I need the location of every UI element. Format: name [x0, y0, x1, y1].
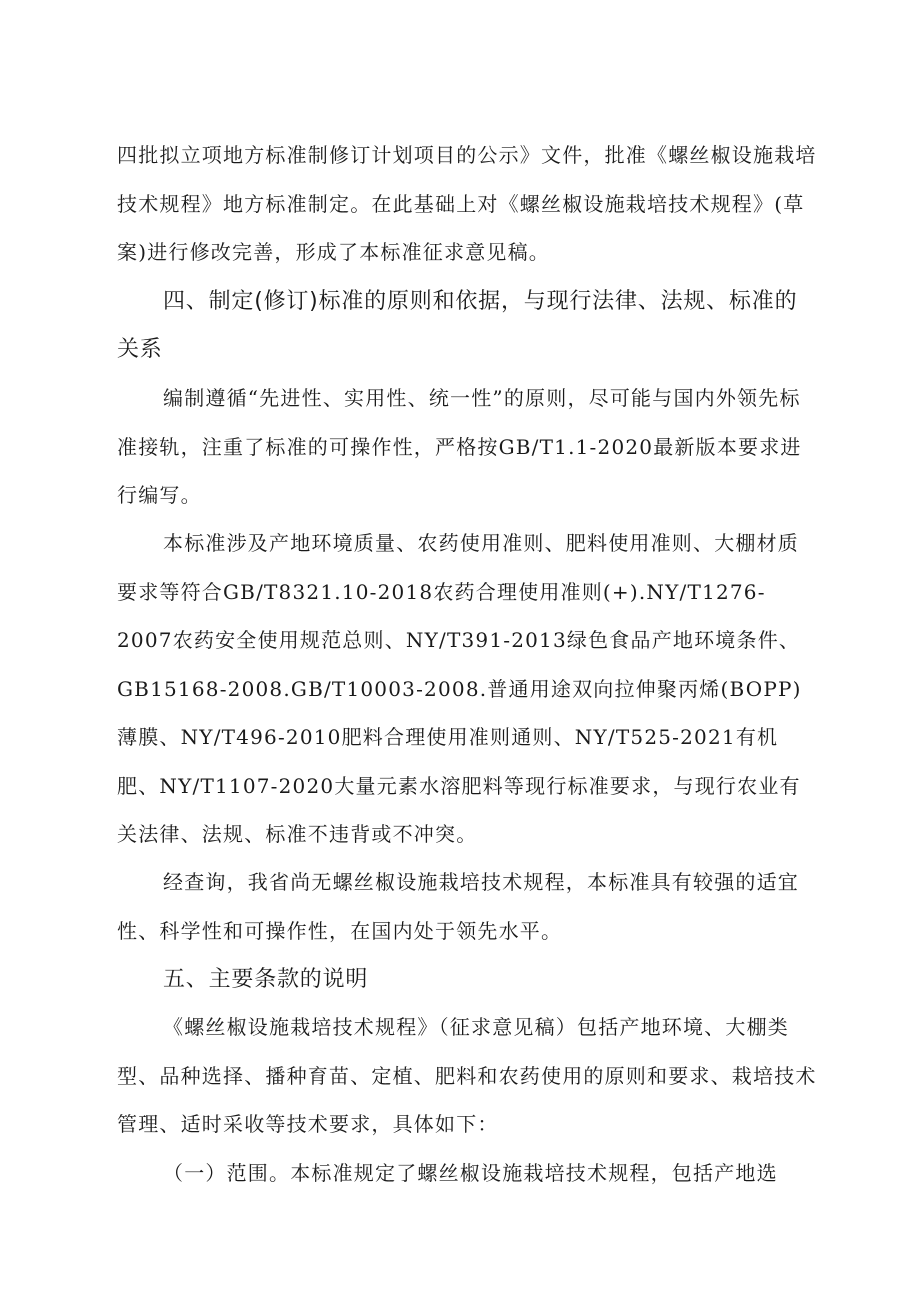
- paragraph-principles: 编制遵循“先进性、实用性、统一性”的原则，尽可能与国内外领先标准接轨，注重了标准的可操作性，严格按GB/T1.1-2020最新版本要求进行编写。: [117, 386, 802, 507]
- paragraph-standards: 本标准涉及产地环境质量、农药使用准则、肥料使用准则、大棚材质要求等符合GB/T8321.10-2018农药合理使用准则(+).NY/T1276-2007农药安全使用规范总则、NY/T391-2013绿色食品产地环境条件、GB15168-2008.GB/T10003-2008.普通用途双向拉伸聚丙烯(BOPP)薄膜、NY/T496-2010肥料合理使用准则通则、NY/T525-2021有机肥、NY/T1107-2020大量元素水溶肥料等现行标准要求，与现行农业有关法律、法规、标准不违背或不冲突。: [117, 531, 802, 846]
- paragraph-scope: （一）范围。本标准规定了螺丝椒设施栽培技术规程，包括产地选: [163, 1161, 778, 1185]
- paragraph-clauses: 《螺丝椒设施栽培技术规程》（征求意见稿）包括产地环境、大棚类型、品种选择、播种育苗、定植、肥料和农药使用的原则和要求、栽培技术管理、适时采收等技术要求，具体如下：: [117, 1015, 817, 1136]
- section-heading-4: 四、制定(修订)标准的原则和依据，与现行法律、法规、标准的关系: [117, 289, 798, 362]
- paragraph-query: 经查询，我省尚无螺丝椒设施栽培技术规程，本标准具有较强的适宜性、科学性和可操作性，在国内处于领先水平。: [117, 870, 799, 943]
- paragraph-intro: 四批拟立项地方标准制修订计划项目的公示》文件，批准《螺丝椒设施栽培技术规程》地方标准制定。在此基础上对《螺丝椒设施栽培技术规程》(草案)进行修改完善，形成了本标准征求意见稿。: [117, 143, 817, 264]
- section-heading-5: 五、主要条款的说明: [163, 967, 369, 992]
